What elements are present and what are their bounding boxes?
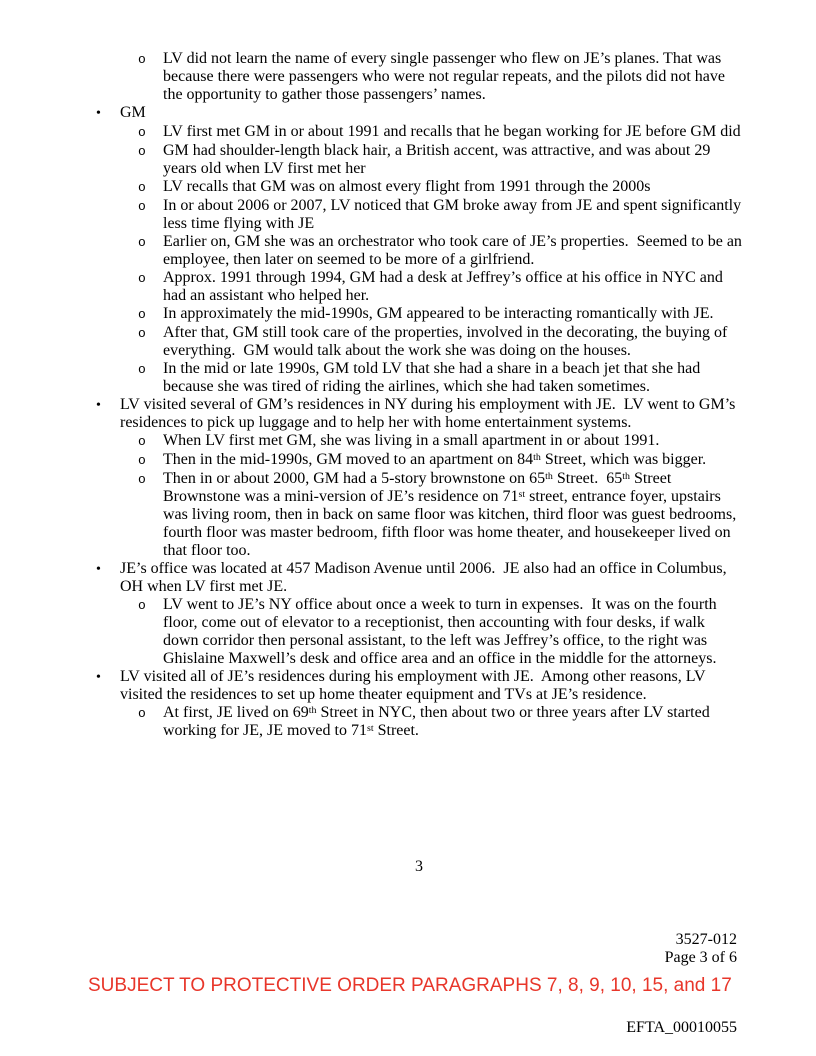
sub-bullet-item: [96, 432, 742, 451]
sub-bullet-marker: o: [138, 235, 146, 250]
bullet-item: [96, 396, 742, 432]
sub-bullet-item: [96, 451, 742, 470]
sub-bullet-marker: o: [138, 199, 146, 214]
sub-bullet-marker: o: [138, 598, 146, 613]
item-text: JE’s office was located at 457 Madison Avenue until 2006. JE also had an office in Columbus, OH when LV first met JE.: [120, 560, 731, 595]
item-text: Approx. 1991 through 1994, GM had a desk at Jeffrey’s office at his office in NYC and had an assistant who helped her.: [163, 269, 727, 304]
bullet-marker: •: [96, 398, 101, 413]
bates-number: EFTA_00010055: [626, 1019, 737, 1036]
sub-bullet-marker: o: [138, 180, 146, 195]
bullet-marker: •: [96, 106, 101, 121]
sub-bullet-item: [96, 596, 742, 668]
item-text: Then in or about 2000, GM had a 5-story brownstone on 65th Street. 65th Street Brownstone was a mini-version of JE’s residence on 71st street, entrance foyer, upstairs was living room, then in back on same floor was kitchen, third floor was guest bedrooms, fourth floor was master bedroom, fifth floor was home theater, and housekeeper lived on that floor too.: [163, 470, 741, 559]
item-text: When LV first met GM, she was living in a small apartment in or about 1991.: [163, 432, 660, 449]
sub-bullet-item: [96, 360, 742, 396]
doc-ref-block: [665, 931, 737, 967]
sub-bullet-item: [96, 197, 746, 233]
item-text: LV first met GM in or about 1991 and recalls that he began working for JE before GM did: [163, 123, 741, 140]
sub-bullet-marker: o: [138, 706, 146, 721]
sub-bullet-item: [96, 50, 742, 104]
item-text: LV visited all of JE’s residences during his employment with JE. Among other reasons, LV visited the residences to set up home theater equipment and TVs at JE’s residence.: [120, 668, 710, 703]
sub-bullet-item: [96, 123, 742, 142]
sub-bullet-marker: o: [138, 453, 146, 468]
sub-bullet-item: [96, 142, 742, 178]
item-text: In the mid or late 1990s, GM told LV that she had a share in a beach jet that she had because she was tired of riding the airlines, which she had taken sometimes.: [163, 360, 705, 395]
sub-bullet-item: [96, 233, 746, 269]
item-text: GM: [120, 104, 146, 121]
item-text: LV recalls that GM was on almost every flight from 1991 through the 2000s: [163, 178, 651, 195]
document-body: [96, 50, 746, 740]
bullet-marker: •: [96, 670, 101, 685]
bullet-marker: •: [96, 562, 101, 577]
bullet-item: [96, 104, 742, 123]
item-text: Earlier on, GM she was an orchestrator who took care of JE’s properties. Seemed to be an employee, then later on seemed to be more of a girlfriend.: [163, 233, 746, 268]
page-label: Page 3 of 6: [664, 949, 737, 966]
sub-bullet-marker: o: [138, 125, 146, 140]
doc-ref: 3527-012: [675, 931, 737, 948]
item-text: LV went to JE’s NY office about once a week to turn in expenses. It was on the fourth floor, come out of elevator to a receptionist, then accounting with four desks, if walk down corridor then personal assistant, to the left was Jeffrey’s office, to the right was Ghislaine Maxwell’s desk and office area and an office in the middle for the attorneys.: [163, 596, 721, 667]
bullet-item: [96, 668, 742, 704]
bullet-item: [96, 560, 742, 596]
item-text: LV visited several of GM’s residences in NY during his employment with JE. LV went to GM’s residences to pick up luggage and to help her with home entertainment systems.: [120, 396, 740, 431]
sub-bullet-marker: o: [138, 472, 146, 487]
page-number: 3: [415, 858, 423, 875]
item-text: In approximately the mid-1990s, GM appeared to be interacting romantically with JE.: [163, 305, 714, 322]
sub-bullet-item: [96, 269, 742, 305]
sub-bullet-marker: o: [138, 326, 146, 341]
sub-bullet-item: [96, 305, 742, 324]
sub-bullet-item: [96, 470, 742, 560]
item-text: Then in the mid-1990s, GM moved to an apartment on 84th Street, which was bigger.: [163, 451, 707, 468]
sub-bullet-marker: o: [138, 307, 146, 322]
sub-bullet-item: [96, 178, 742, 197]
item-text: At first, JE lived on 69th Street in NYC, then about two or three years after LV started working for JE, JE moved to 71st Street.: [163, 704, 714, 739]
sub-bullet-item: [96, 704, 742, 740]
item-text: After that, GM still took care of the properties, involved in the decorating, the buying of everything. GM would talk about the work she was doing on the houses.: [163, 324, 732, 359]
sub-bullet-item: [96, 324, 742, 360]
protective-order-stamp: SUBJECT TO PROTECTIVE ORDER PARAGRAPHS 7, 8, 9, 10, 15, and 17: [88, 975, 732, 996]
sub-bullet-marker: o: [138, 271, 146, 286]
sub-bullet-marker: o: [138, 434, 146, 449]
sub-bullet-marker: o: [138, 52, 146, 67]
item-text: In or about 2006 or 2007, LV noticed that GM broke away from JE and spent significantly less time flying with JE: [163, 197, 746, 232]
item-text: LV did not learn the name of every single passenger who flew on JE’s planes. That was because there were passengers who were not regular repeats, and the pilots did not have the opportunity to gather those passengers’ names.: [163, 50, 730, 103]
sub-bullet-marker: o: [138, 362, 146, 377]
sub-bullet-marker: o: [138, 144, 146, 159]
item-text: GM had shoulder-length black hair, a British accent, was attractive, and was about 29 years old when LV first met her: [163, 142, 715, 177]
